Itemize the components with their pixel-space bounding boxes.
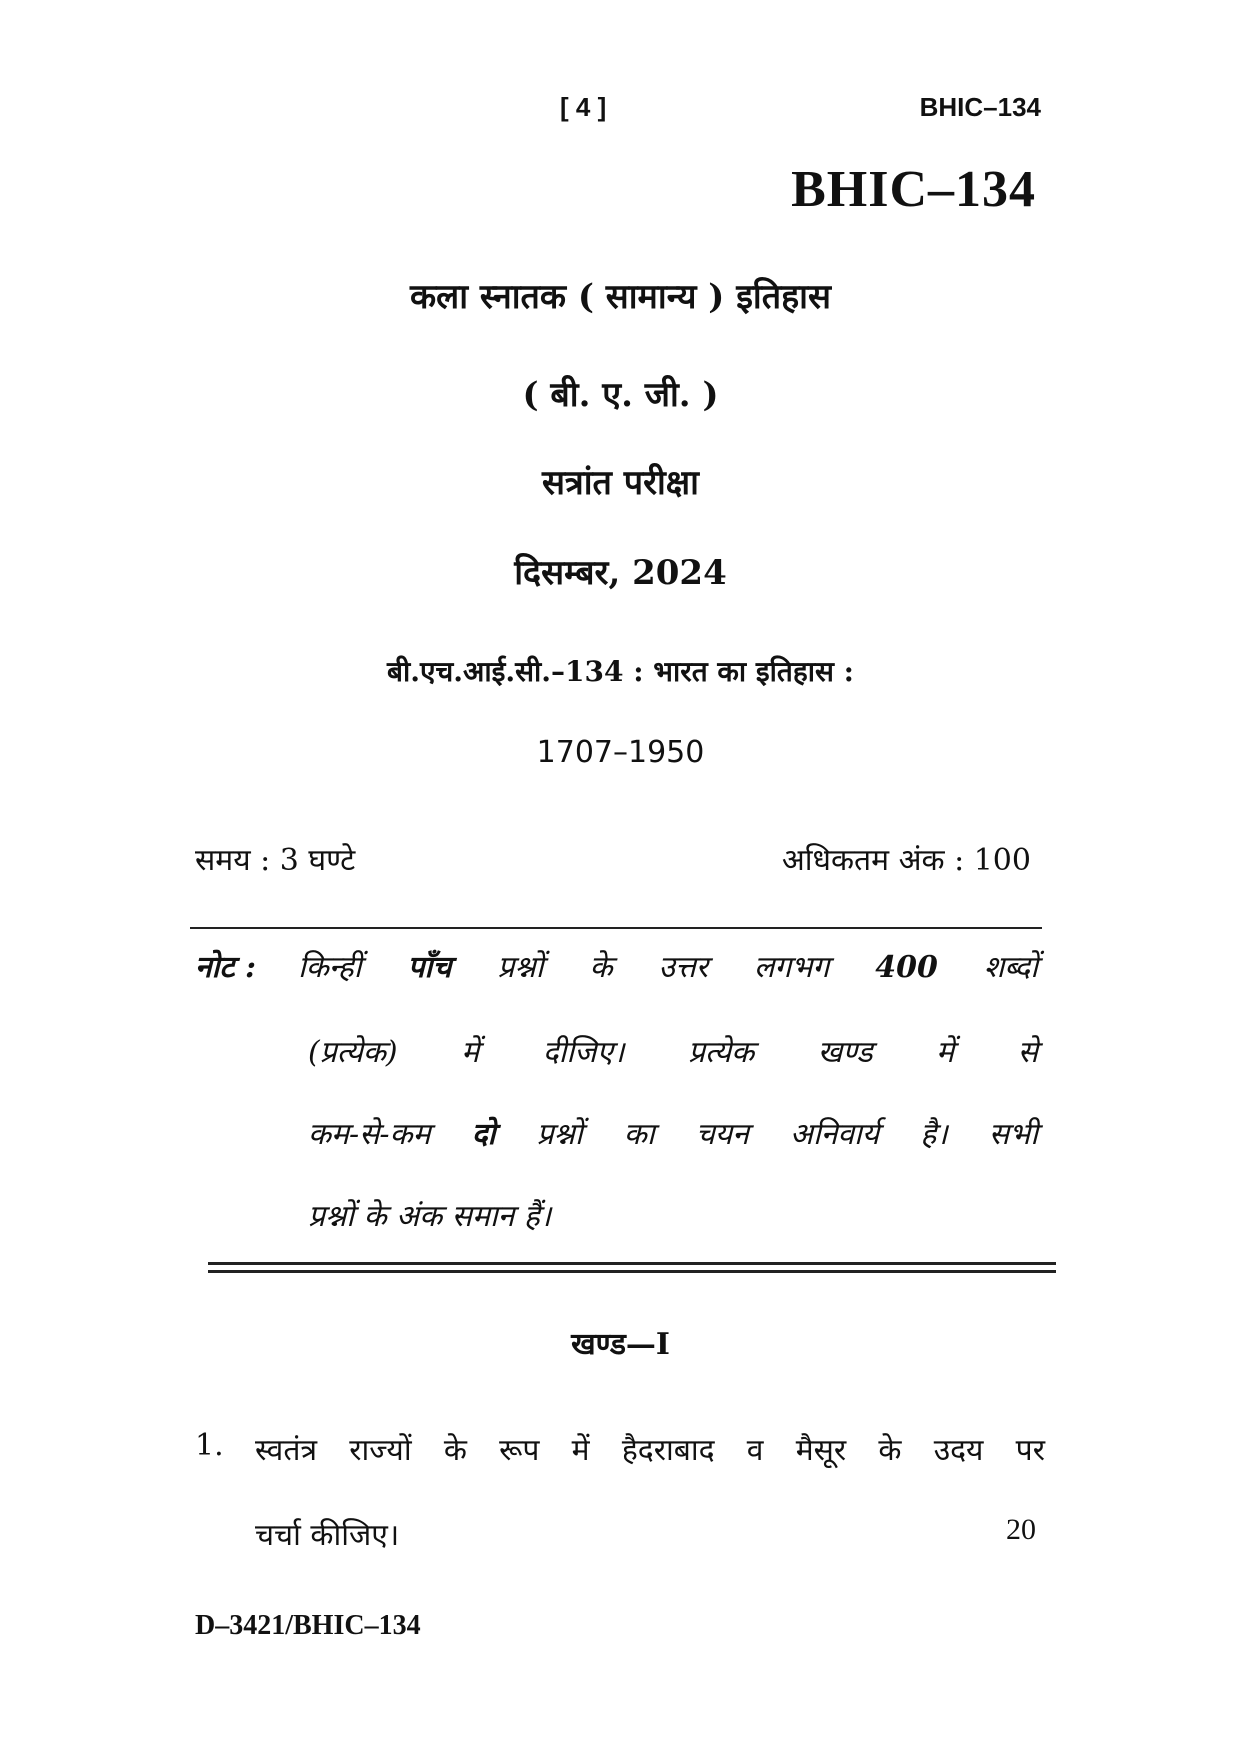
question-marks: 20 (1006, 1513, 1036, 1546)
page-number: [ 4 ] (560, 92, 607, 122)
footer-code: D–3421/BHIC–134 (195, 1610, 421, 1641)
double-divider-bottom (208, 1270, 1056, 1273)
max-marks: अधिकतम अंक : 100 (781, 843, 1031, 878)
note-text: किन्हीं (298, 950, 362, 985)
note-text: शब्दों (983, 950, 1038, 985)
note-emphasis-two: दो (471, 1117, 496, 1152)
note-line-3 (308, 1112, 1038, 1153)
program-title: कला स्नातक ( सामान्य ) इतिहास (410, 277, 831, 317)
note-text: प्रश्नों का चयन अनिवार्य है। सभी (536, 1117, 1038, 1152)
section-heading: खण्ड—I (571, 1327, 670, 1362)
note-emphasis-five: पाँच (407, 950, 452, 985)
paper-years: 1707–1950 (536, 735, 705, 770)
question-number: 1. (195, 1428, 224, 1463)
exam-title: सत्रांत परीक्षा (542, 463, 699, 503)
course-code-title: BHIC–134 (791, 161, 1036, 218)
header-course-code: BHIC–134 (919, 92, 1041, 122)
note-line-2: (प्रत्येक) में दीजिए। प्रत्येक खण्ड में से (308, 1035, 1038, 1070)
note-label: नोट : (195, 950, 257, 985)
double-divider-top (208, 1262, 1056, 1265)
note-emphasis-word-count: 400 (875, 950, 938, 985)
exam-duration: समय : 3 घण्टे (195, 843, 356, 878)
divider-line (190, 927, 1042, 929)
program-abbreviation: ( बी. ए. जी. ) (522, 375, 719, 415)
note-line-1 (298, 945, 1038, 986)
question-text-line-2: चर्चा कीजिए। (255, 1518, 400, 1553)
note-text: प्रश्नों के उत्तर लगभग (497, 950, 830, 985)
note-line-4: प्रश्नों के अंक समान हैं। (308, 1199, 552, 1234)
note-text: कम-से-कम (308, 1117, 431, 1152)
question-text-line-1: स्वतंत्र राज्यों के रूप में हैदराबाद व मैसूर के उदय पर (255, 1433, 1045, 1468)
exam-session: दिसम्बर, 2024 (514, 553, 727, 593)
paper-title: बी.एच.आई.सी.–134 : भारत का इतिहास : (386, 655, 854, 688)
